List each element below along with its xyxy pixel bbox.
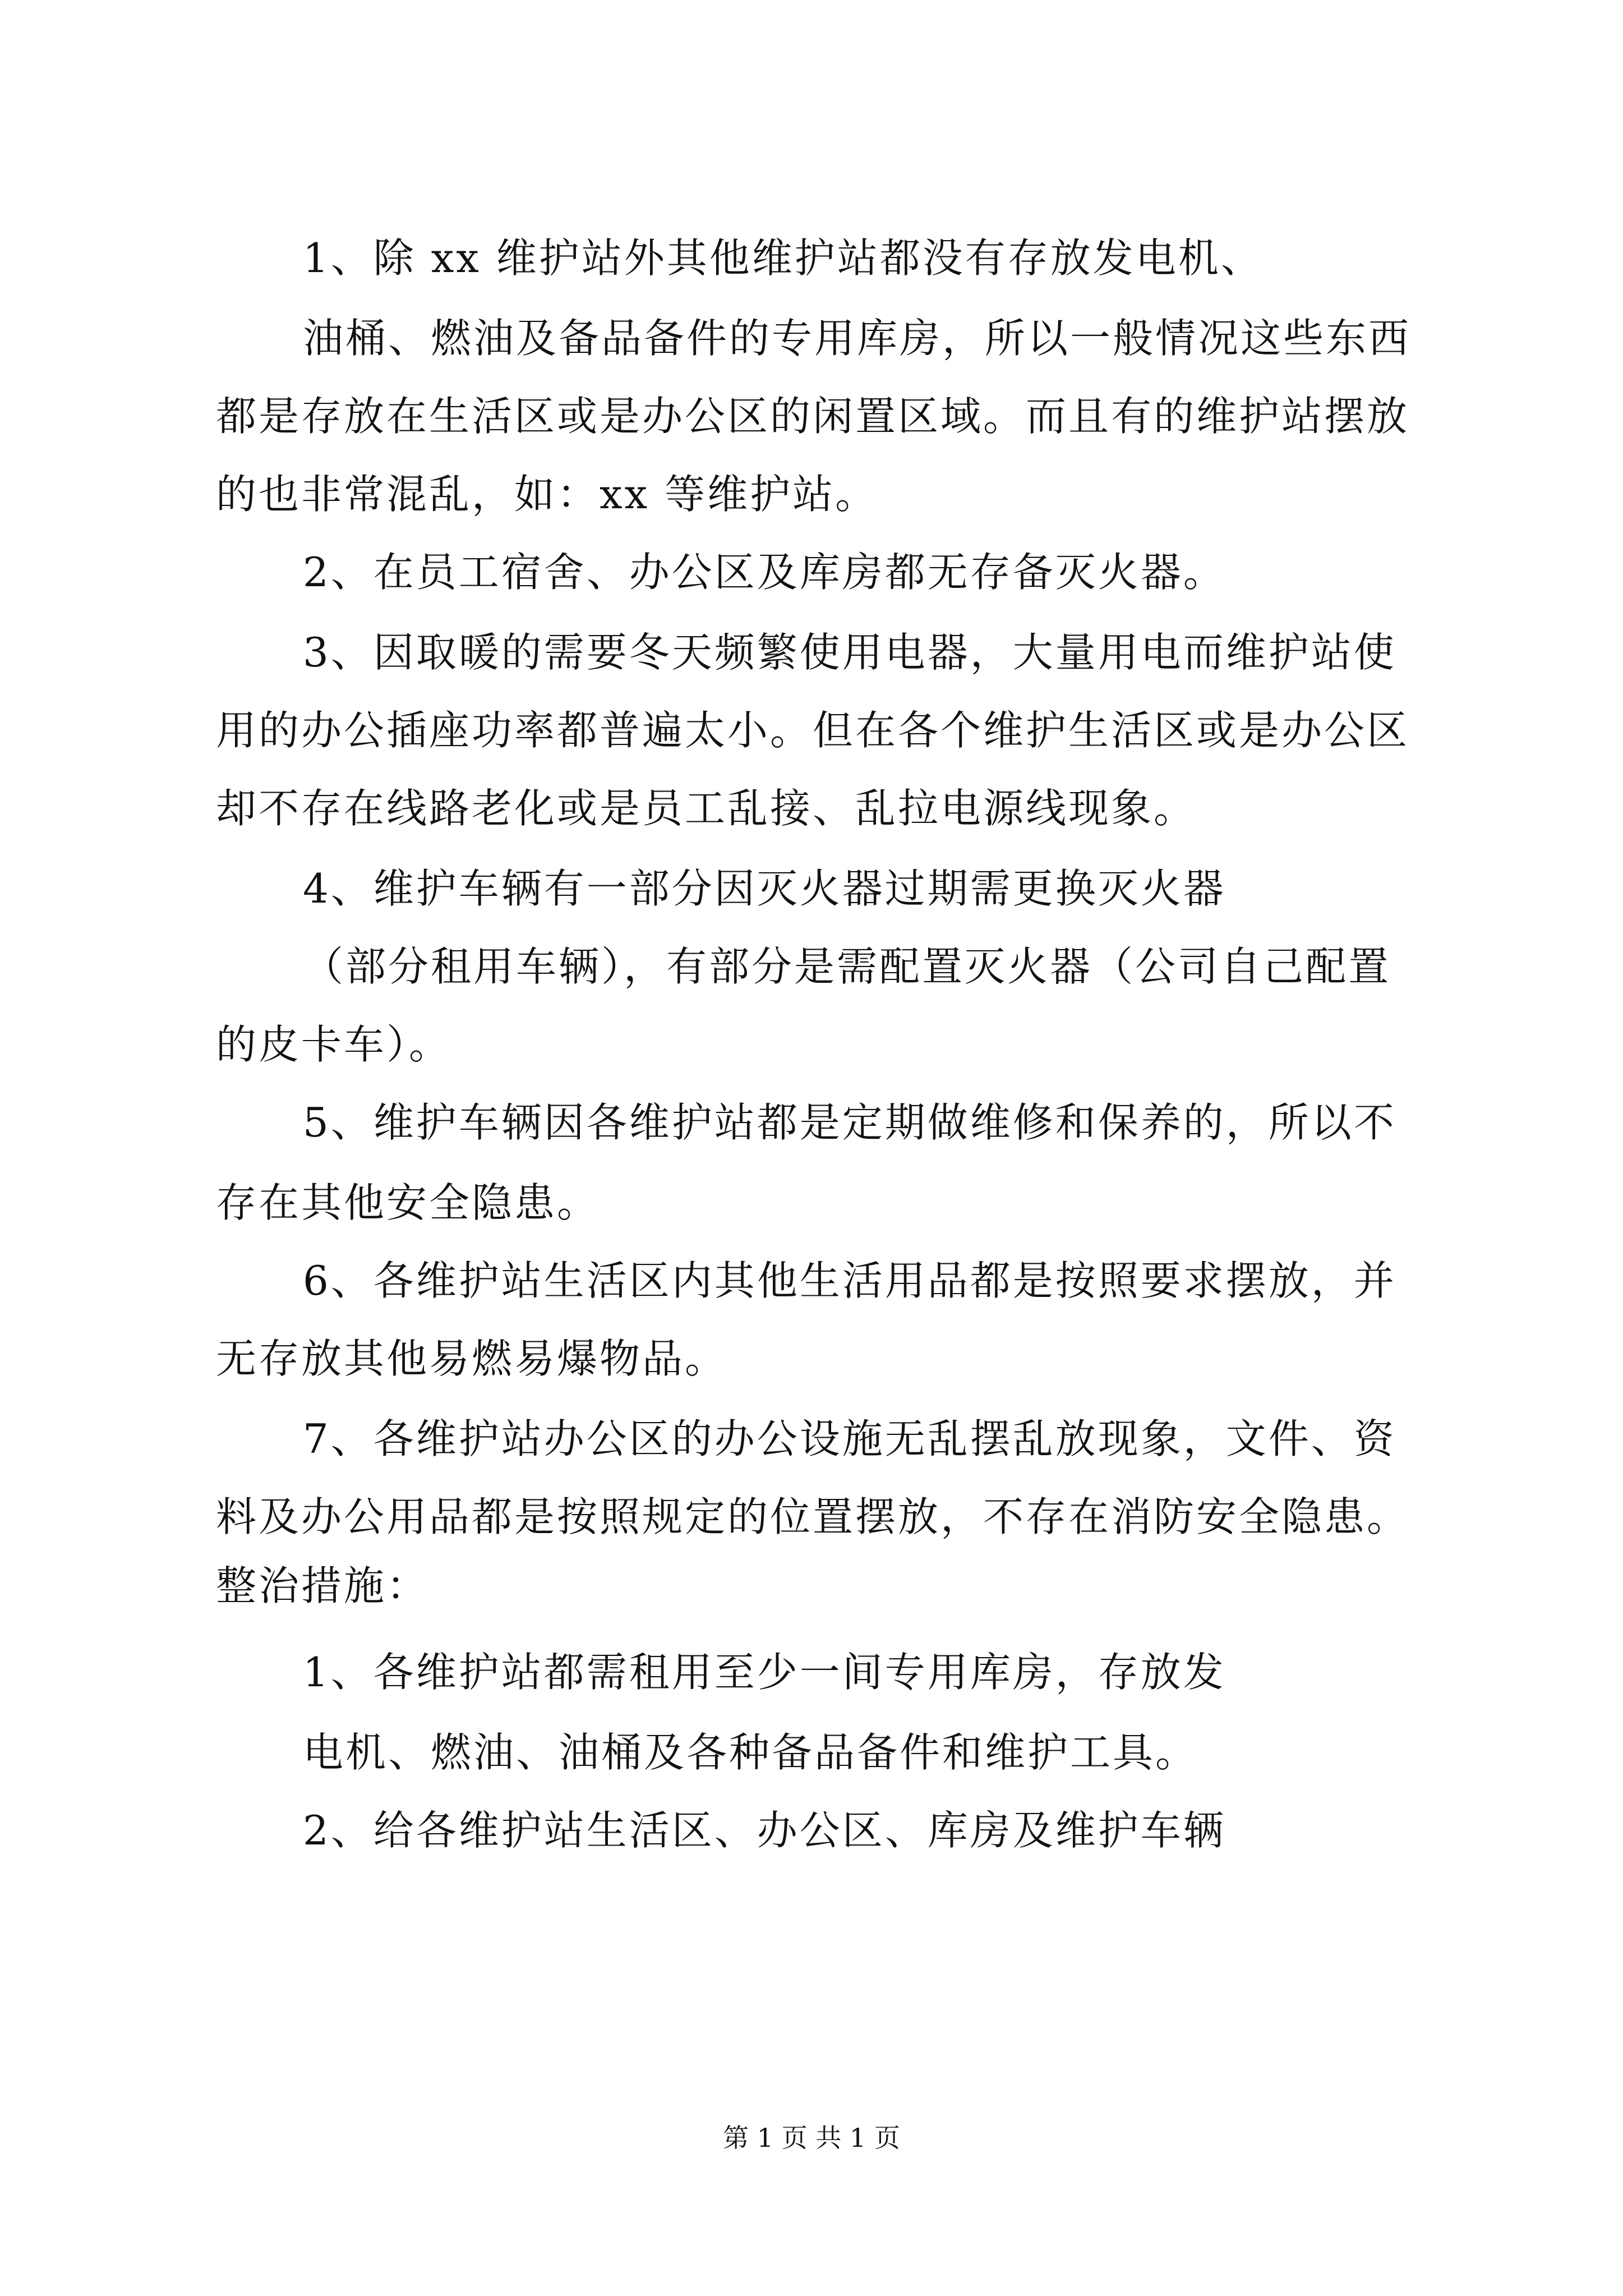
paragraph-line: 1、除 xx 维护站外其他维护站都没有存放发电机、: [303, 234, 1264, 282]
paragraph-line: 存在其他安全隐患。: [216, 1179, 600, 1226]
paragraph-line: 4、维护车辆有一部分因灭火器过期需更换灭火器: [303, 865, 1226, 912]
paragraph-line: 3、因取暖的需要冬天频繁使用电器，大量用电而维护站使: [303, 629, 1396, 676]
page-footer: 第 1 页 共 1 页: [723, 2123, 900, 2153]
paragraph-line: 电机、燃油、油桶及各种备品备件和维护工具。: [303, 1729, 1198, 1776]
paragraph-line: 料及办公用品都是按照规定的位置摆放，不存在消防安全隐患。: [216, 1493, 1410, 1540]
paragraph-line: 2、在员工宿舍、办公区及库房都无存备灭火器。: [303, 549, 1226, 596]
paragraph-line: 的也非常混乱，如：xx 等维护站。: [216, 471, 878, 518]
paragraph-line: 都是存放在生活区或是办公区的闲置区域。而且有的维护站摆放: [216, 393, 1410, 440]
paragraph-line: 6、各维护站生活区内其他生活用品都是按照要求摆放，并: [303, 1257, 1396, 1304]
paragraph-line: 2、给各维护站生活区、办公区、库房及维护车辆: [303, 1807, 1226, 1854]
paragraph-line: 却不存在线路老化或是员工乱接、乱拉电源线现象。: [216, 785, 1197, 832]
paragraph-line: 无存放其他易燃易爆物品。: [216, 1335, 728, 1382]
paragraph-line: 7、各维护站办公区的办公设施无乱摆乱放现象，文件、资: [303, 1415, 1396, 1462]
section-heading: 整治措施：: [216, 1562, 430, 1609]
paragraph-line: 1、各维护站都需租用至少一间专用库房，存放发: [303, 1649, 1226, 1696]
paragraph-line: （部分租用车辆），有部分是需配置灭火器（公司自己配置: [303, 943, 1391, 990]
paragraph-line: 油桶、燃油及备品备件的专用库房，所以一般情况这些东西: [303, 315, 1412, 362]
paragraph-line: 的皮卡车）。: [216, 1021, 452, 1068]
paragraph-line: 5、维护车辆因各维护站都是定期做维修和保养的，所以不: [303, 1099, 1396, 1146]
paragraph-line: 用的办公插座功率都普遍太小。但在各个维护生活区或是办公区: [216, 707, 1410, 754]
